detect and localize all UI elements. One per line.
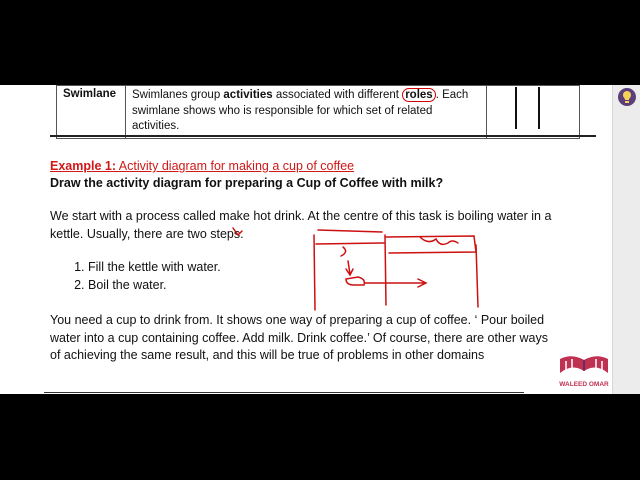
list-item: 1. Fill the kettle with water.	[88, 259, 221, 277]
side-panel	[612, 85, 640, 394]
channel-logo	[556, 351, 612, 391]
paragraph-intro: We start with a process called make hot drink. At the centre of this task is boiling water in a kettle. Usually, there are two steps.	[50, 209, 552, 241]
example-question: Draw the activity diagram for preparing a Cup of Coffee with milk?	[50, 176, 444, 190]
table-term: Swimlane	[57, 86, 126, 139]
document-page	[0, 85, 640, 394]
table-description: Swimlanes group activities associated with different roles . Each swimlane shows who is responsible for which set of related activities.	[126, 86, 487, 139]
lightbulb-icon[interactable]	[618, 88, 636, 106]
svg-text:WALEED OMAR: WALEED OMAR	[559, 381, 609, 388]
handwritten-annotation	[0, 85, 640, 394]
paragraph-coffee: You need a cup to drink from. It shows one way of preparing a cup of coffee. ‘ Pour boiled water into a cup containing coffee. Add milk. Drink coffee.’ Of course, there are other ways of achieving the same result, and this will be true of problems in other domains	[50, 313, 548, 362]
list-item: 2. Boil the water.	[88, 277, 221, 295]
example-heading: Example 1: Activity diagram for making a cup of coffee	[50, 159, 355, 173]
circled-word: roles	[402, 88, 436, 102]
